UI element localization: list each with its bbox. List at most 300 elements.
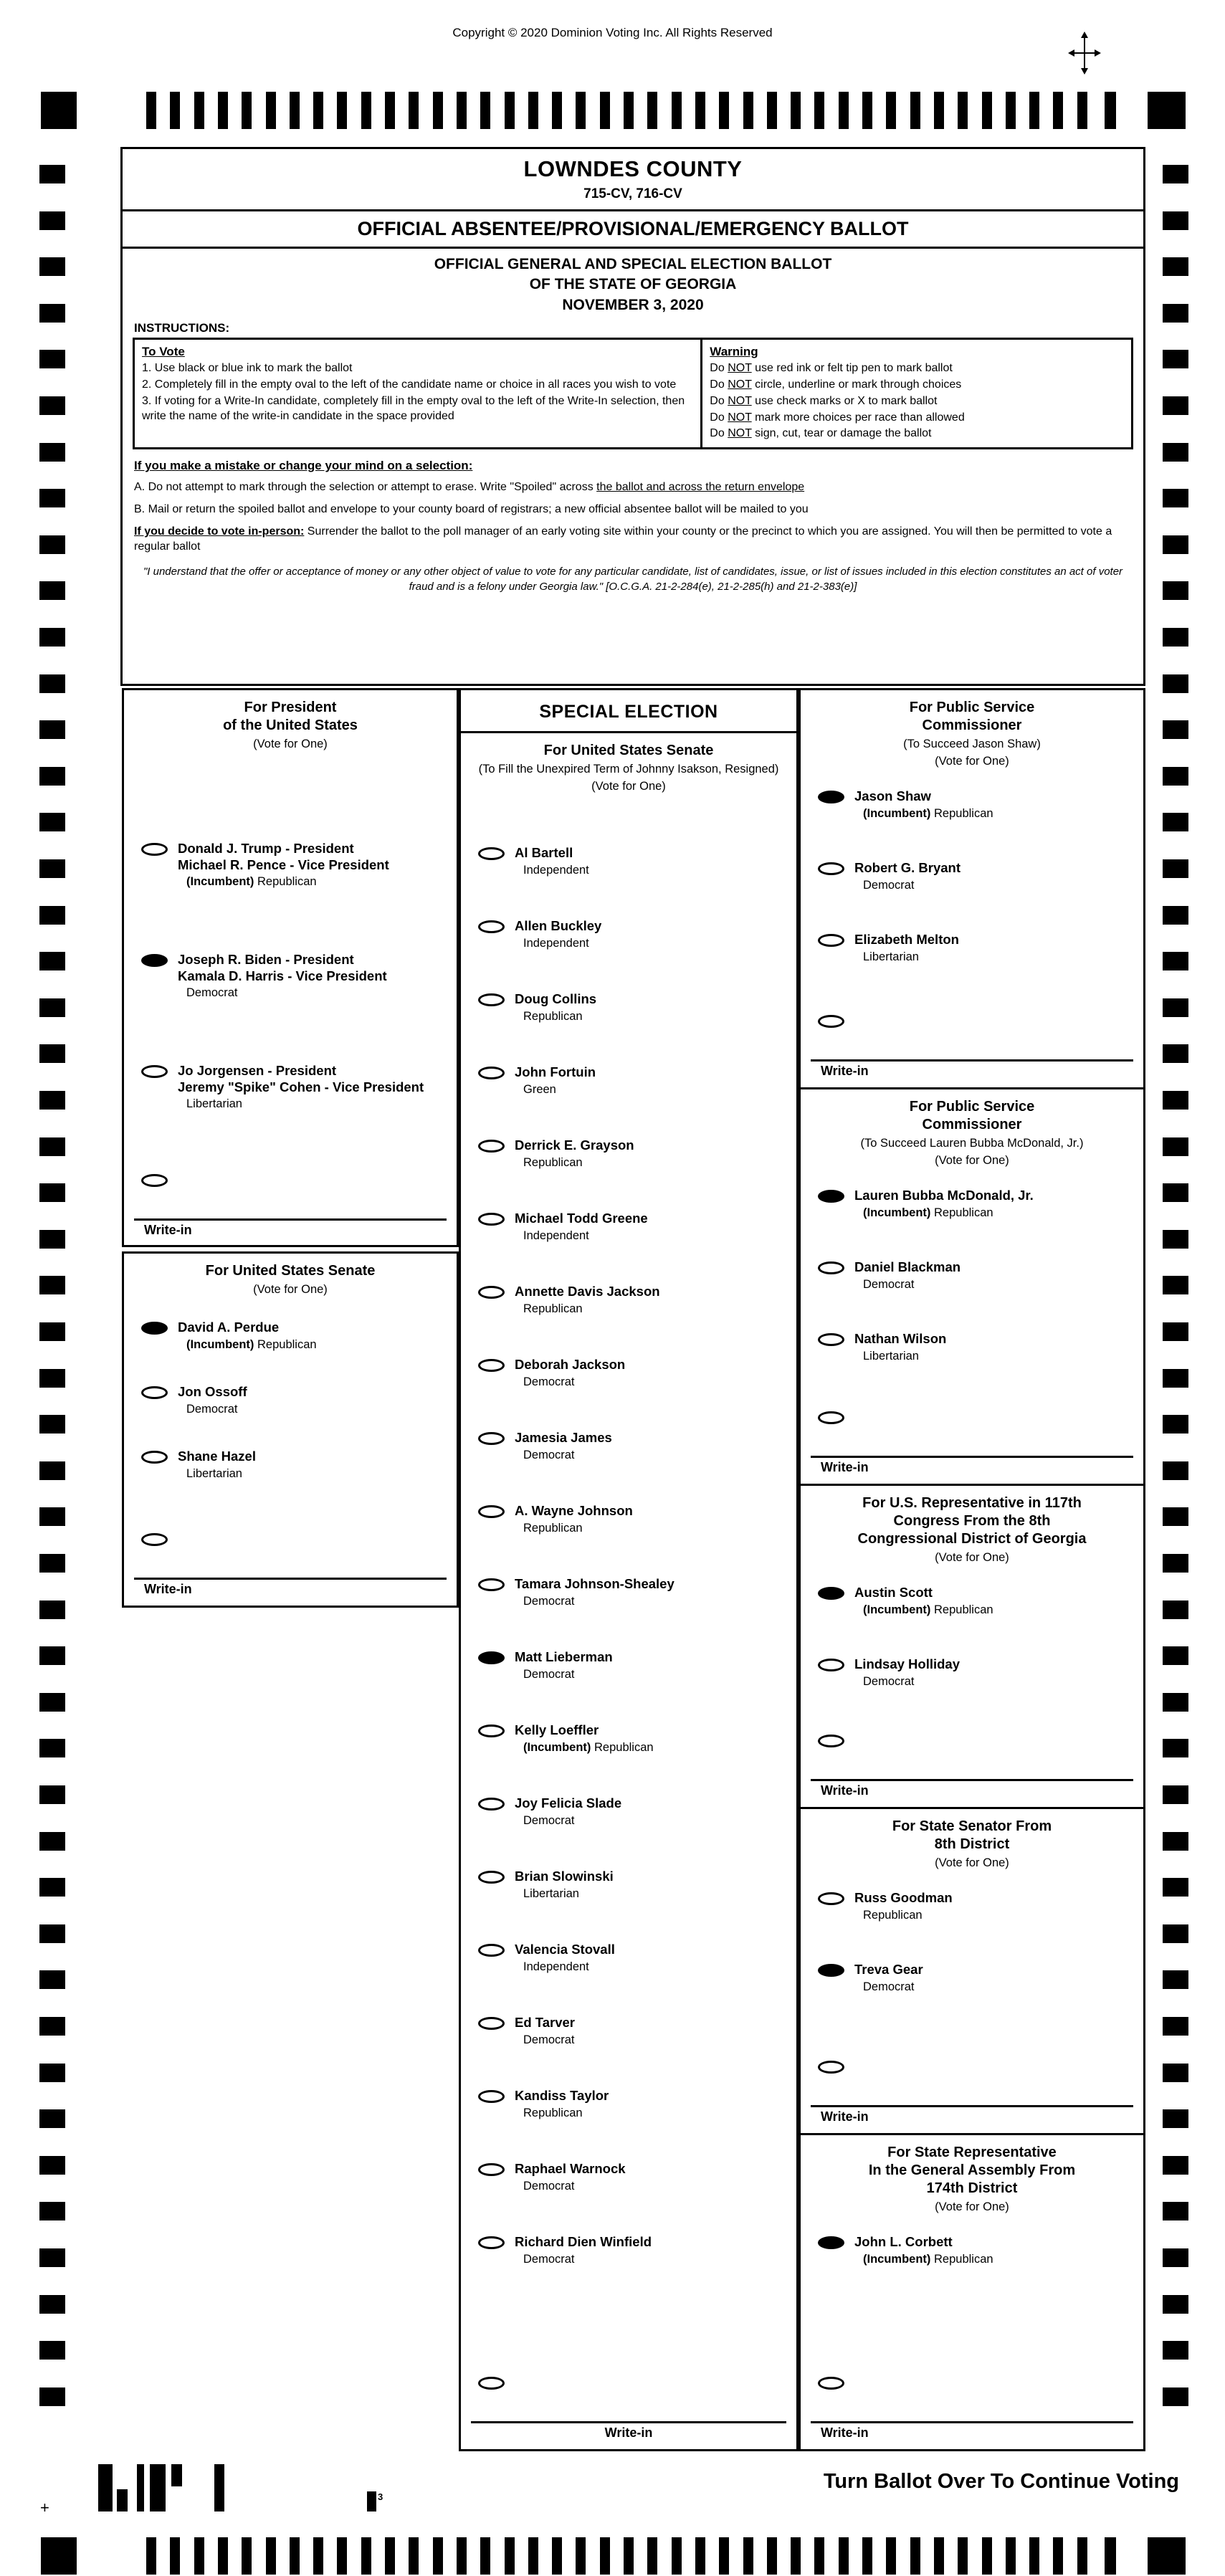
to-vote-list [142,361,693,424]
timing-mark [480,2537,490,2575]
vote-for-instruction: (Vote for One) [935,1154,1009,1168]
write-in-oval[interactable] [818,2377,844,2390]
candidate-oval[interactable] [478,1359,505,1372]
candidate-row [124,1384,457,1449]
candidate-party: Green [523,1083,556,1096]
timing-mark [1163,674,1188,693]
warning-instruction: Do NOT mark more choices per race than allowed [710,411,965,424]
write-in-oval[interactable] [141,1174,168,1187]
timing-mark [1163,1183,1188,1202]
timing-mark [958,2537,968,2575]
candidate-oval[interactable] [478,920,505,933]
timing-mark [361,2537,371,2575]
candidate-info [515,1576,675,1608]
ballot-column-1 [122,688,459,1608]
timing-mark [39,1785,65,1804]
candidate-info [515,1942,615,1974]
timing-mark [194,92,204,129]
timing-mark [39,257,65,276]
contest-subtitle: (To Succeed Lauren Bubba McDonald, Jr.) [860,1137,1084,1150]
timing-mark [1163,906,1188,925]
contest [461,733,796,2449]
timing-mark [409,92,419,129]
timing-mark [39,1507,65,1526]
timing-mark [1077,2537,1087,2575]
write-in-oval[interactable] [478,2377,505,2390]
timing-mark [39,350,65,368]
candidate-party: Republican [523,1010,583,1023]
timing-mark [361,92,371,129]
candidate-info [515,1795,621,1828]
timing-mark [170,2537,180,2575]
candidate-info [178,1320,317,1352]
vote-for-instruction: (Vote for One) [935,1856,1009,1869]
candidate-oval[interactable] [141,1065,168,1078]
candidate-party: Democrat [863,879,915,892]
candidate-row [801,1656,1143,1728]
candidate-party: (Incumbent) Republican [863,1603,993,1616]
timing-mark [600,2537,610,2575]
candidate-oval-filled[interactable] [818,2236,844,2249]
candidate-name: Doug Collins [515,991,597,1007]
write-in-line[interactable] [811,1456,1133,1458]
to-vote-instruction: 3. If voting for a Write-In candidate, completely fill in the empty oval to the left of the Write-In selection, then write the name of the write-in candidate in the space provided [142,394,685,422]
contest-header [801,1809,1143,1870]
timing-mark [576,2537,586,2575]
candidate-name: Joseph R. Biden - President [178,952,354,967]
timing-mark [1163,2387,1188,2406]
timing-mark [39,1369,65,1388]
county-title: LOWNDES COUNTY [523,156,743,181]
candidate-oval-filled[interactable] [141,954,168,967]
timing-mark [934,2537,944,2575]
candidate-oval[interactable] [478,2017,505,2030]
candidate-row [461,1211,796,1284]
timing-mark [39,443,65,462]
candidate-row [801,1188,1143,1259]
timing-mark [290,92,300,129]
candidate-oval[interactable] [818,862,844,875]
candidate-party: Democrat [523,2253,575,2266]
candidate-party: Democrat [863,1980,915,1993]
timing-mark [719,2537,729,2575]
candidate-oval[interactable] [818,934,844,947]
candidate-info [515,1284,660,1316]
to-vote-title: To Vote [142,345,185,359]
candidate-party: (Incumbent) Republican [186,1337,317,1351]
candidate-oval[interactable] [478,1944,505,1957]
candidate-party: Libertarian [186,1097,242,1111]
candidate-info [178,1449,256,1481]
candidate-party: Republican [863,1908,923,1922]
candidate-oval-filled[interactable] [818,1587,844,1600]
timing-mark [1163,628,1188,647]
timing-mark [218,92,228,129]
timing-mark [39,581,65,600]
write-in-line[interactable] [811,2421,1133,2423]
timing-mark [839,2537,849,2575]
candidate-oval-filled[interactable] [818,1190,844,1203]
timing-mark [1163,813,1188,831]
candidate-oval[interactable] [478,1798,505,1811]
candidate-oval-filled[interactable] [478,1651,505,1664]
candidate-info [854,1188,1034,1220]
write-in [124,1533,457,1606]
mistake-instruction-a: A. Do not attempt to mark through the selection or attempt to erase. Write "Spoiled" across the ballot and across the return envelope [134,481,805,494]
candidate-oval[interactable] [478,1286,505,1299]
candidate-row [461,918,796,991]
timing-mark [1163,1044,1188,1063]
candidate-list [124,1320,457,1513]
timing-mark [1163,489,1188,507]
timing-mark [39,1044,65,1063]
candidate-party: Democrat [523,1375,575,1388]
timing-mark [433,2537,443,2575]
timing-mark [433,92,443,129]
candidate-info [178,952,387,1001]
candidate-name: Jason Shaw [854,788,931,804]
candidate-info [515,1357,625,1389]
candidate-info [515,1649,613,1681]
candidate-row [461,1576,796,1649]
write-in-line[interactable] [134,1218,447,1221]
contest-title: Commissioner [922,717,1022,733]
candidate-oval-filled[interactable] [818,1964,844,1977]
timing-mark [1163,1693,1188,1712]
timing-mark [39,1554,65,1573]
candidate-oval[interactable] [478,1140,505,1153]
candidate-info [854,2234,993,2266]
timing-mark [170,92,180,129]
timing-mark [1163,211,1188,230]
candidate-name: Joy Felicia Slade [515,1795,622,1811]
timing-mark [1163,2295,1188,2314]
timing-mark [1163,396,1188,415]
timing-mark [146,2537,156,2575]
candidate-row [801,788,1143,860]
candidate-oval[interactable] [478,993,505,1006]
timing-mark [647,2537,657,2575]
write-in-line[interactable] [471,2421,786,2423]
warning-title: Warning [710,345,758,359]
print-mark-number: 3 [378,2491,383,2502]
timing-mark [266,2537,276,2575]
print-mark-bar [367,2491,376,2511]
timing-mark [1163,1785,1188,1804]
contest [799,1484,1145,1809]
write-in-label: Write-in [821,2425,869,2440]
timing-mark [39,998,65,1017]
candidate-row [801,1890,1143,1962]
candidate-party: Democrat [863,1278,915,1291]
timing-mark [1163,443,1188,462]
candidate-row [124,1449,457,1513]
candidate-party: Independent [523,937,589,950]
candidate-oval[interactable] [478,1067,505,1079]
timing-mark [814,92,824,129]
vote-for-instruction: (Vote for One) [935,755,1009,768]
candidate-name: Jon Ossoff [178,1384,247,1399]
candidate-party: Republican [523,1156,583,1169]
timing-mark [1163,304,1188,323]
candidate-info [854,1890,953,1922]
timing-mark [1163,1554,1188,1573]
vote-for-instruction: (Vote for One) [935,1551,1009,1564]
contest-subtitle: (To Fill the Unexpired Term of Johnny Isakson, Resigned) [478,763,779,776]
candidate-name: Treva Gear [854,1962,923,1977]
contest-title: For State Senator From [892,1818,1052,1834]
candidate-row [461,1137,796,1211]
candidate-info [515,1064,596,1097]
timing-mark [39,2202,65,2220]
in-person-instruction: If you decide to vote in-person: Surrender the ballot to the poll manager of an early voting site within your county or the precinct to which you are assigned. You will then be permitted to vote a regular ballot [134,525,1112,553]
timing-mark [1006,2537,1016,2575]
candidate-name: Michael R. Pence - Vice President [178,857,389,872]
write-in-label: Write-in [144,1582,192,1596]
write-in-oval[interactable] [141,1533,168,1546]
timing-mark [982,2537,992,2575]
candidate-party: Democrat [523,1595,575,1608]
candidate-party: Libertarian [523,1887,579,1900]
candidate-oval-filled[interactable] [141,1322,168,1335]
candidate-party: Libertarian [863,950,919,963]
candidate-list [801,788,1143,1003]
barcode-bar [150,2464,166,2511]
warning-instruction: Do NOT circle, underline or mark through choices [710,378,962,391]
timing-mark [1163,1091,1188,1110]
candidate-party: Independent [523,1229,589,1242]
candidate-party: Independent [523,1960,589,1973]
candidate-info [515,2234,652,2266]
candidate-row [801,1259,1143,1331]
timing-mark [39,1276,65,1294]
timing-mark [337,2537,347,2575]
timing-mark [39,211,65,230]
election-date: NOVEMBER 3, 2020 [562,296,704,313]
timing-mark [313,92,323,129]
candidate-name: A. Wayne Johnson [515,1503,633,1519]
candidate-party: Democrat [523,2180,575,2193]
candidate-oval[interactable] [818,1333,844,1346]
candidate-oval[interactable] [478,2163,505,2176]
timing-mark [839,92,849,129]
candidate-party: Libertarian [186,1466,242,1480]
warning-instruction: Do NOT use check marks or X to mark ballot [710,394,938,407]
contest-title: For Public Service [909,700,1035,715]
timing-mark [39,767,65,786]
candidate-name: Raphael Warnock [515,2161,626,2177]
timing-mark [505,2537,515,2575]
candidate-row [461,1430,796,1503]
candidate-name: Elizabeth Melton [854,932,959,948]
timing-mark [1163,1646,1188,1665]
write-in-line[interactable] [811,2105,1133,2107]
candidate-info [515,1430,612,1462]
candidate-name: Donald J. Trump - President [178,841,354,856]
barcode-bar [171,2464,182,2486]
candidate-info [854,788,993,821]
timing-mark [385,2537,395,2575]
contest-header [801,1486,1143,1565]
candidate-name: Brian Slowinski [515,1869,614,1884]
candidate-info [854,860,961,892]
timing-mark [624,92,634,129]
instructions-table [133,338,1133,449]
candidate-oval[interactable] [478,2090,505,2103]
candidate-row [461,1942,796,2015]
candidate-name: John L. Corbett [854,2234,953,2249]
timing-mark [39,1137,65,1156]
timing-mark [862,2537,872,2575]
timing-mark [862,92,872,129]
candidate-info [515,1869,614,1901]
write-in-oval[interactable] [818,1015,844,1028]
candidate-info [178,1063,424,1112]
timing-mark [39,1878,65,1897]
candidate-list [801,2234,1143,2306]
timing-mark [695,2537,705,2575]
candidate-oval-filled[interactable] [818,791,844,803]
timing-mark [313,2537,323,2575]
candidate-row [461,1357,796,1430]
timing-mark [266,92,276,129]
timing-mark [1148,92,1186,129]
timing-mark [39,2248,65,2267]
write-in-line[interactable] [811,1059,1133,1062]
candidate-list [801,1585,1143,1728]
timing-mark [1163,1461,1188,1480]
timing-mark [39,1183,65,1202]
candidate-oval[interactable] [818,1261,844,1274]
timing-mark [528,2537,538,2575]
candidate-list [801,1188,1143,1403]
timing-mark [1163,2064,1188,2082]
write-in-line[interactable] [134,1578,447,1580]
candidate-info [854,932,959,964]
timing-mark [886,92,896,129]
timing-mark [39,1832,65,1851]
timing-mark [39,628,65,647]
candidate-oval[interactable] [478,2236,505,2249]
timing-mark [672,2537,682,2575]
candidate-row [124,841,457,952]
barcode-bar [98,2464,113,2511]
timing-mark [39,1230,65,1249]
timing-mark [695,92,705,129]
registration-crosshair-icon [1068,32,1101,75]
contest-header [461,733,796,793]
contest-title: For United States Senate [205,1263,376,1279]
write-in-oval[interactable] [818,1411,844,1424]
candidate-name: Richard Dien Winfield [515,2234,652,2250]
candidate-oval[interactable] [141,843,168,856]
candidate-info [515,991,596,1024]
timing-mark [41,2537,77,2575]
candidate-oval[interactable] [141,1451,168,1464]
timing-mark [39,1461,65,1480]
timing-mark [1163,1878,1188,1897]
candidate-row [801,2234,1143,2306]
candidate-info [854,1656,960,1689]
write-in [801,2377,1143,2449]
candidate-oval[interactable] [478,1432,505,1445]
timing-mark [528,92,538,129]
timing-mark [505,92,515,129]
barcode-bar [137,2464,144,2511]
to-vote-instruction: 1. Use black or blue ink to mark the ballot [142,362,353,375]
timing-mark [39,1693,65,1712]
candidate-party: (Incumbent) Republican [523,1741,654,1754]
timing-mark [1163,2109,1188,2128]
barcode-bar [117,2489,128,2511]
candidate-party: (Incumbent) Republican [863,1206,993,1219]
write-in-oval[interactable] [818,2061,844,2074]
candidate-name: Nathan Wilson [854,1331,947,1347]
candidate-oval[interactable] [141,1386,168,1399]
contest-header [124,1254,457,1297]
candidate-row [801,860,1143,932]
candidate-row [461,1064,796,1137]
candidate-oval[interactable] [818,1892,844,1905]
timing-mark [767,92,777,129]
candidate-oval[interactable] [478,1578,505,1591]
barcode-bar [214,2464,224,2511]
candidate-name: Kandiss Taylor [515,2088,609,2104]
candidate-oval[interactable] [478,1213,505,1226]
candidate-row [461,2234,796,2307]
timing-mark [1163,952,1188,970]
candidate-oval[interactable] [818,1659,844,1671]
write-in-oval[interactable] [818,1735,844,1747]
write-in-line[interactable] [811,1779,1133,1781]
candidate-row [461,845,796,918]
timing-mark [1163,2202,1188,2220]
timing-mark [1077,92,1087,129]
candidate-oval[interactable] [478,1725,505,1737]
contest-title: For State Representative [887,2145,1057,2160]
contest [799,1807,1145,2135]
warning-instruction: Do NOT use red ink or felt tip pen to mark ballot [710,362,953,375]
timing-mark [39,1601,65,1619]
timing-mark [39,1739,65,1757]
candidate-oval[interactable] [478,1505,505,1518]
timing-mark [39,1415,65,1434]
candidate-name: Al Bartell [515,845,573,861]
timing-mark [1163,2341,1188,2360]
ballot-type-title: OFFICIAL ABSENTEE/PROVISIONAL/EMERGENCY BALLOT [357,218,909,239]
write-in-label: Write-in [821,2109,869,2124]
candidate-info [515,2015,575,2047]
timing-mark [194,2537,204,2575]
candidate-info [515,918,601,950]
candidate-party: Republican [523,2107,583,2119]
timing-mark [982,92,992,129]
timing-mark [39,859,65,878]
timing-mark [552,92,562,129]
timing-mark [457,2537,467,2575]
timing-mark [39,720,65,739]
timing-mark [39,2341,65,2360]
turn-over-note: Turn Ballot Over To Continue Voting [823,2470,1179,2493]
contest-title: For United States Senate [543,743,714,758]
candidate-oval[interactable] [478,847,505,860]
candidate-name: Lindsay Holliday [854,1656,961,1671]
ballot-column-3 [799,688,1145,2451]
candidate-oval[interactable] [478,1871,505,1884]
candidate-name: Jamesia James [515,1430,612,1446]
timing-mark [958,92,968,129]
candidate-row [461,1869,796,1942]
